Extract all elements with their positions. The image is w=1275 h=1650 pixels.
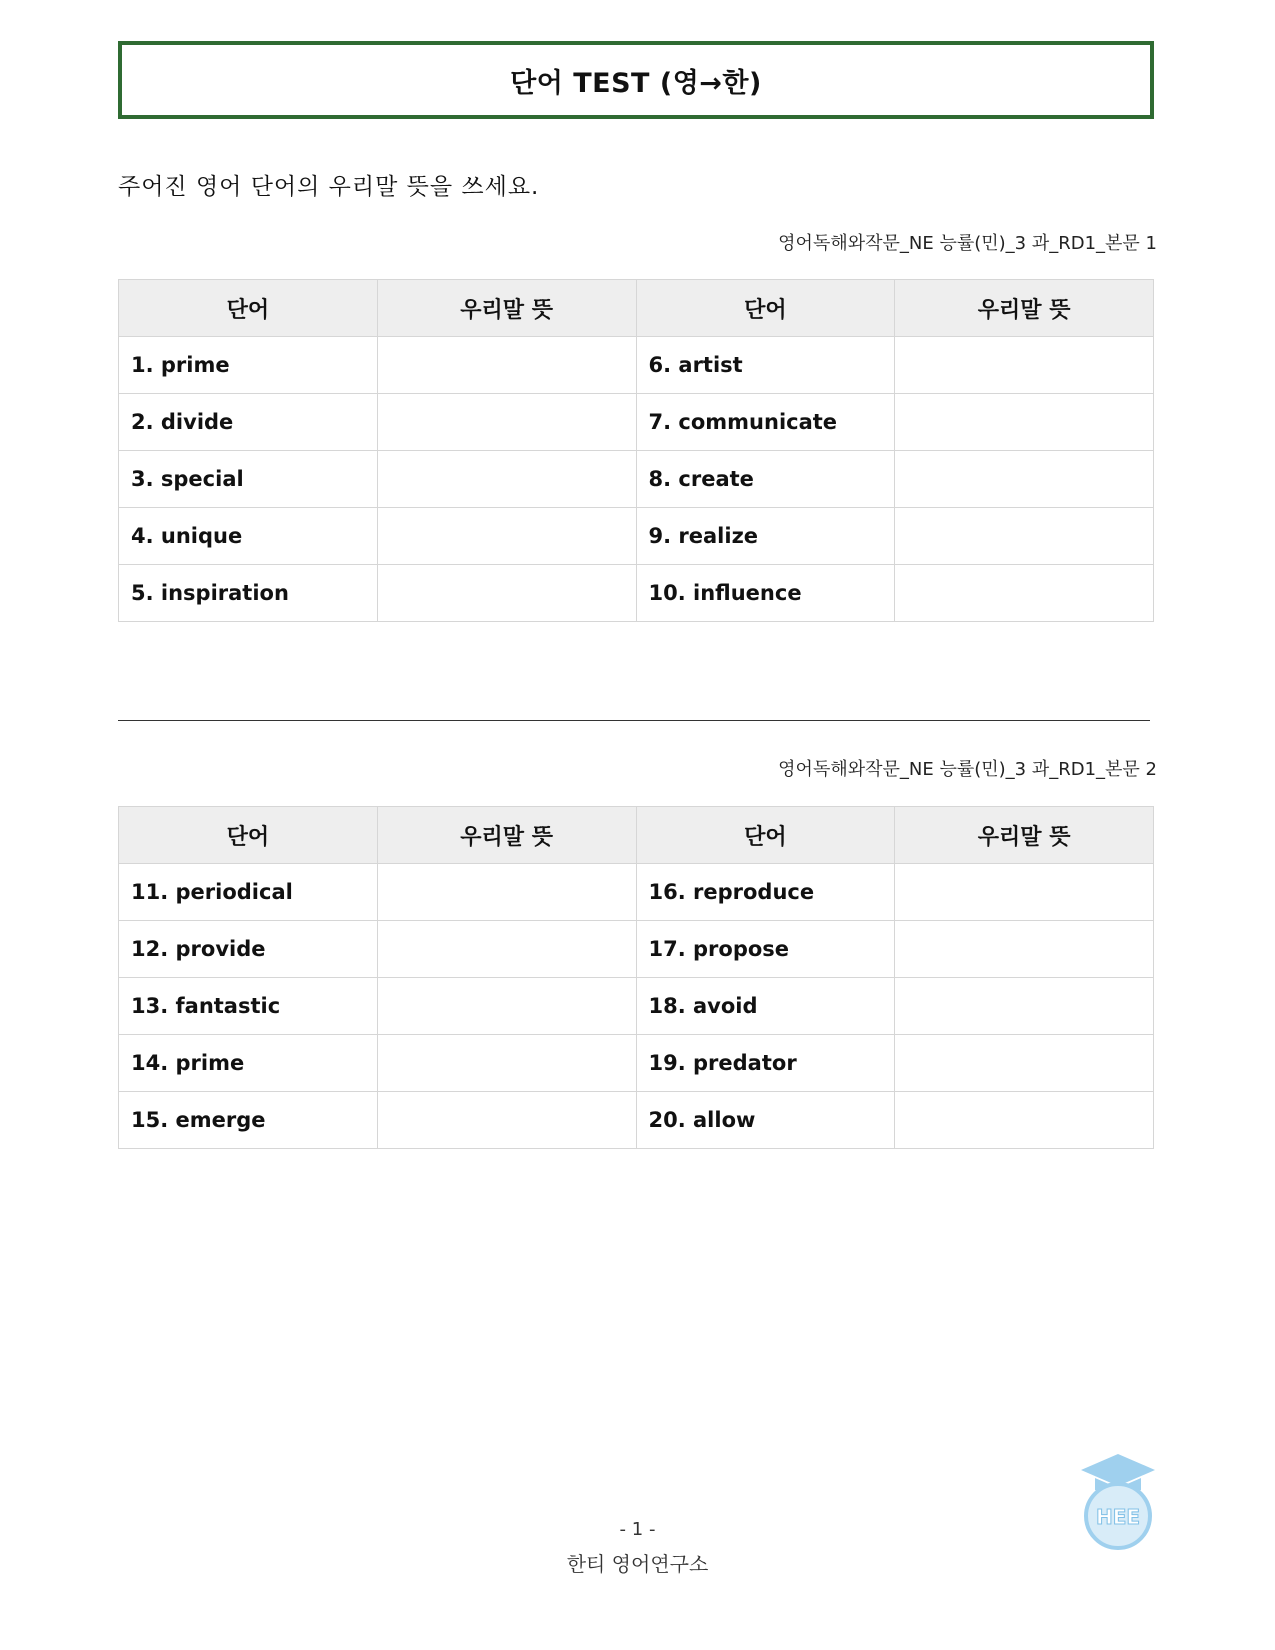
table-row [119,864,1154,921]
section-1-source: 영어독해와작문_NE 능률(민)_3 과_RD1_본문 1 [778,233,1157,254]
instruction-text: 주어진 영어 단어의 우리말 뜻을 쓰세요. [118,174,540,200]
word-cell: 1. prime [119,337,378,394]
answer-cell[interactable] [895,864,1154,921]
footer-organization: 한티 영어연구소 [566,1552,709,1576]
column-header-word: 단어 [119,280,378,337]
word-cell: 6. artist [636,337,895,394]
word-cell: 8. create [636,451,895,508]
answer-cell[interactable] [895,1035,1154,1092]
column-header-word: 단어 [119,807,378,864]
table-header-row [119,807,1154,864]
word-cell: 14. prime [119,1035,378,1092]
table-row [119,394,1154,451]
answer-cell[interactable] [377,337,636,394]
column-header-word: 단어 [636,807,895,864]
word-cell: 2. divide [119,394,378,451]
word-cell: 20. allow [636,1092,895,1149]
answer-cell[interactable] [377,394,636,451]
answer-cell[interactable] [377,1035,636,1092]
section-2-source: 영어독해와작문_NE 능률(민)_3 과_RD1_본문 2 [778,759,1157,780]
answer-cell[interactable] [895,978,1154,1035]
word-cell: 4. unique [119,508,378,565]
table-row [119,508,1154,565]
word-cell: 5. inspiration [119,565,378,622]
answer-cell[interactable] [377,1092,636,1149]
table-row [119,921,1154,978]
answer-cell[interactable] [377,451,636,508]
column-header-meaning: 우리말 뜻 [895,807,1154,864]
word-cell: 16. reproduce [636,864,895,921]
title-box [118,41,1154,119]
answer-cell[interactable] [377,508,636,565]
section-divider [118,720,1150,721]
word-cell: 10. influence [636,565,895,622]
word-cell: 18. avoid [636,978,895,1035]
vocab-table-1 [118,279,1154,622]
word-cell: 11. periodical [119,864,378,921]
answer-cell[interactable] [895,508,1154,565]
table-row [119,565,1154,622]
word-cell: 12. provide [119,921,378,978]
answer-cell[interactable] [377,921,636,978]
word-cell: 15. emerge [119,1092,378,1149]
answer-cell[interactable] [895,565,1154,622]
logo-text: HEE [1095,1505,1141,1529]
word-cell: 7. communicate [636,394,895,451]
table-row [119,451,1154,508]
page-title: 단어 TEST (영→한) [510,67,762,99]
page-number: - 1 - [619,1519,656,1540]
answer-cell[interactable] [377,565,636,622]
column-header-meaning: 우리말 뜻 [377,280,636,337]
table-row [119,1035,1154,1092]
word-cell: 13. fantastic [119,978,378,1035]
answer-cell[interactable] [895,394,1154,451]
column-header-meaning: 우리말 뜻 [377,807,636,864]
answer-cell[interactable] [377,864,636,921]
column-header-meaning: 우리말 뜻 [895,280,1154,337]
word-cell: 19. predator [636,1035,895,1092]
table-header-row [119,280,1154,337]
table-row [119,978,1154,1035]
answer-cell[interactable] [895,337,1154,394]
answer-cell[interactable] [895,921,1154,978]
word-cell: 9. realize [636,508,895,565]
answer-cell[interactable] [895,1092,1154,1149]
table-row [119,1092,1154,1149]
word-cell: 17. propose [636,921,895,978]
column-header-word: 단어 [636,280,895,337]
table-row [119,337,1154,394]
answer-cell[interactable] [895,451,1154,508]
word-cell: 3. special [119,451,378,508]
answer-cell[interactable] [377,978,636,1035]
vocab-table-2 [118,806,1154,1149]
